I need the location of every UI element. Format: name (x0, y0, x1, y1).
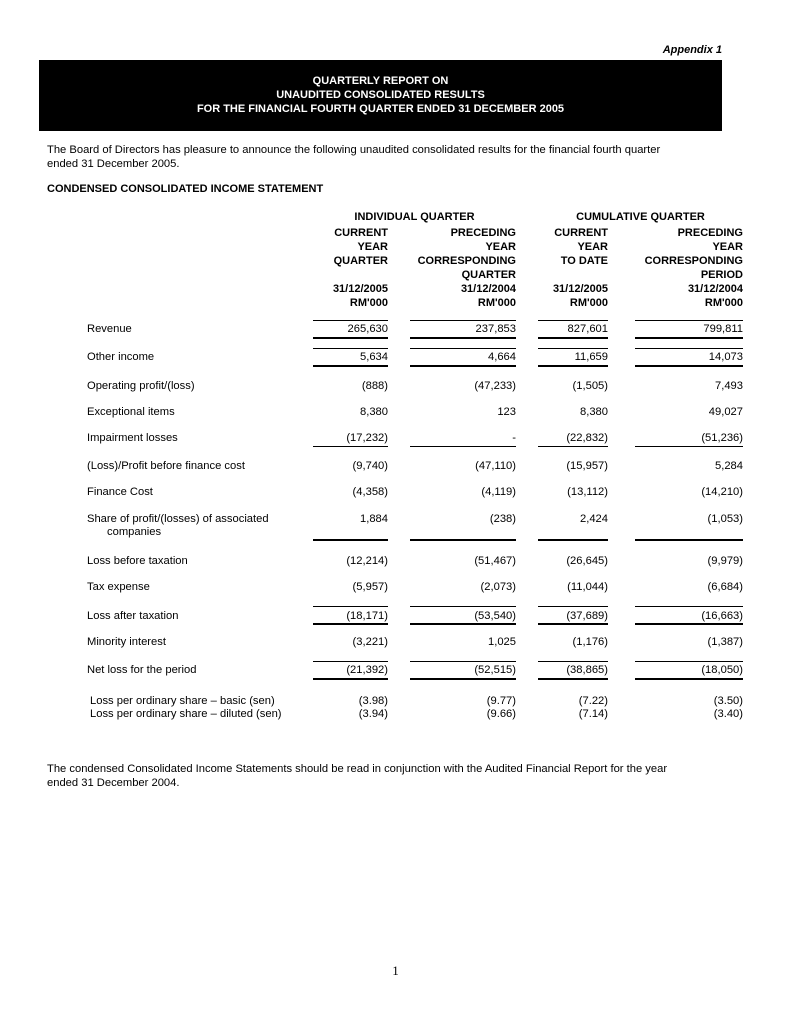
col-header-line: CURRENT (334, 227, 388, 239)
row-label-impairment-losses: Impairment losses (87, 432, 178, 444)
footer-line-2: ended 31 December 2004. (47, 777, 180, 789)
column-header-preceding-period (620, 226, 743, 310)
row-label-profit-before-finance-cost: (Loss)/Profit before finance cost (87, 460, 245, 472)
table-cell: (3,221) (352, 636, 388, 648)
table-cell: (6,684) (707, 581, 743, 593)
col-header-line (300, 268, 388, 282)
col-header-unit: RM'000 (349, 297, 388, 309)
row-label-finance-cost: Finance Cost (87, 486, 153, 498)
table-cell: (7.14) (578, 708, 608, 720)
col-header-line: CORRESPONDING (644, 255, 743, 267)
table-rule (538, 623, 608, 625)
table-rule (313, 623, 388, 625)
table-cell: (16,663) (701, 610, 743, 622)
col-header-line: YEAR (485, 241, 516, 253)
table-cell: (9,740) (352, 460, 388, 472)
row-label-tax-expense: Tax expense (87, 581, 150, 593)
row-label-revenue: Revenue (87, 323, 132, 335)
table-rule (410, 623, 516, 625)
table-rule (635, 337, 743, 339)
col-header-line: YEAR (577, 241, 608, 253)
table-cell: (15,957) (566, 460, 608, 472)
report-title-banner (39, 60, 722, 131)
col-header-line: PERIOD (700, 269, 743, 281)
table-cell: (11,044) (567, 581, 608, 593)
table-cell: (3.98) (358, 695, 388, 707)
row-label-exceptional-items: Exceptional items (87, 406, 175, 418)
table-cell: (3.94) (358, 708, 388, 720)
table-rule (538, 678, 608, 680)
table-cell: 11,659 (574, 351, 608, 363)
col-header-unit: RM'000 (704, 297, 743, 309)
table-rule (635, 539, 743, 541)
table-cell: 123 (497, 406, 516, 418)
table-cell: (18,171) (346, 610, 388, 622)
table-cell: (9.77) (486, 695, 516, 707)
table-cell: 237,853 (475, 323, 516, 335)
row-label-operating-profit: Operating profit/(loss) (87, 380, 195, 392)
table-cell: (9,979) (707, 555, 743, 567)
group-header-cumulative: CUMULATIVE QUARTER (576, 211, 705, 223)
table-cell: 7,493 (715, 380, 743, 392)
table-rule (313, 606, 388, 607)
table-cell: (1,176) (572, 636, 608, 648)
table-rule (635, 320, 743, 321)
banner-line-1: QUARTERLY REPORT ON (312, 75, 449, 87)
table-rule (313, 446, 388, 447)
table-cell: (7.22) (578, 695, 608, 707)
col-header-date: 31/12/2005 (332, 283, 388, 295)
table-rule (635, 678, 743, 680)
col-header-line: PRECEDING (450, 227, 516, 239)
table-cell: 49,027 (708, 406, 743, 418)
table-rule (635, 661, 743, 662)
table-cell: (4,358) (352, 486, 388, 498)
table-cell: (9.66) (486, 708, 516, 720)
table-rule (635, 623, 743, 625)
table-rule (410, 606, 516, 607)
table-rule (538, 539, 608, 541)
intro-line-1: The Board of Directors has pleasure to announce the following unaudited consolidated results for the financial fourth quarter (47, 144, 661, 156)
table-rule (313, 661, 388, 662)
row-label-minority-interest: Minority interest (87, 636, 166, 648)
table-cell: 827,601 (567, 323, 608, 335)
table-rule (635, 446, 743, 447)
banner-line-2: UNAUDITED CONSOLIDATED RESULTS (276, 89, 485, 101)
row-label-share-of-associates (87, 513, 269, 539)
table-cell: (51,467) (474, 555, 516, 567)
table-rule (635, 348, 743, 349)
table-cell: (17,232) (346, 432, 388, 444)
table-cell: (51,236) (701, 432, 743, 444)
table-rule (538, 606, 608, 607)
col-header-line: CORRESPONDING (417, 255, 516, 267)
table-rule (313, 365, 388, 367)
table-cell: (14,210) (701, 486, 743, 498)
column-header-preceding-quarter (396, 226, 516, 310)
row-label-line: companies (107, 526, 162, 538)
table-rule (538, 337, 608, 339)
table-rule (410, 539, 516, 541)
col-header-line: PRECEDING (677, 227, 743, 239)
table-cell: 5,634 (360, 351, 388, 363)
table-cell: (38,865) (566, 664, 608, 676)
table-rule (410, 678, 516, 680)
col-header-unit: RM'000 (569, 297, 608, 309)
table-cell: 2,424 (580, 513, 608, 525)
appendix-label: Appendix 1 (662, 44, 722, 56)
table-rule (313, 678, 388, 680)
table-cell: (12,214) (346, 555, 388, 567)
table-rule (538, 446, 608, 447)
section-title: CONDENSED CONSOLIDATED INCOME STATEMENT (47, 183, 324, 195)
table-rule (410, 337, 516, 339)
row-label-loss-before-taxation: Loss before taxation (87, 555, 188, 567)
table-rule (313, 348, 388, 349)
table-cell: (47,233) (474, 380, 516, 392)
row-label-other-income: Other income (87, 351, 155, 363)
col-header-line (520, 268, 608, 282)
table-cell: (53,540) (474, 610, 516, 622)
row-label-loss-after-taxation: Loss after taxation (87, 610, 179, 622)
banner-line-3: FOR THE FINANCIAL FOURTH QUARTER ENDED 31 DECEMBER 2005 (196, 103, 565, 115)
col-header-line: QUARTER (333, 255, 388, 267)
column-header-current-todate (520, 226, 608, 310)
table-rule (410, 348, 516, 349)
col-header-date: 31/12/2004 (460, 283, 516, 295)
intro-paragraph (47, 143, 727, 171)
col-header-date: 31/12/2005 (552, 283, 608, 295)
table-rule (538, 348, 608, 349)
table-cell: (1,505) (572, 380, 608, 392)
page-number: 1 (392, 963, 399, 978)
row-label-net-loss: Net loss for the period (87, 664, 197, 676)
col-header-line: YEAR (357, 241, 388, 253)
col-header-date: 31/12/2004 (687, 283, 743, 295)
col-header-line: TO DATE (560, 255, 608, 267)
table-cell: 8,380 (360, 406, 388, 418)
row-label-eps-diluted: Loss per ordinary share – diluted (sen) (90, 708, 282, 720)
table-cell: 1,884 (360, 513, 388, 525)
row-label-line: Share of profit/(losses) of associated (87, 513, 269, 525)
table-cell: (26,645) (566, 555, 608, 567)
table-cell: (52,515) (474, 664, 516, 676)
table-cell: (3.50) (713, 695, 743, 707)
table-cell: (22,832) (566, 432, 608, 444)
table-rule (635, 365, 743, 367)
footer-note (47, 762, 737, 790)
row-label-eps-basic: Loss per ordinary share – basic (sen) (90, 695, 275, 707)
column-header-current-quarter (300, 226, 388, 310)
table-rule (313, 539, 388, 541)
table-cell: (1,053) (707, 513, 743, 525)
table-cell: (5,957) (352, 581, 388, 593)
table-cell: (13,112) (567, 486, 608, 498)
intro-line-2: ended 31 December 2005. (47, 158, 180, 170)
table-cell: - (512, 432, 516, 444)
col-header-unit: RM'000 (477, 297, 516, 309)
col-header-line: CURRENT (554, 227, 608, 239)
group-header-individual: INDIVIDUAL QUARTER (354, 211, 475, 223)
table-rule (538, 661, 608, 662)
table-cell: 5,284 (715, 460, 743, 472)
col-header-line: YEAR (712, 241, 743, 253)
table-cell: 1,025 (488, 636, 516, 648)
table-cell: (4,119) (481, 486, 516, 498)
table-cell: 4,664 (488, 351, 516, 363)
table-cell: (888) (361, 380, 388, 392)
table-rule (635, 606, 743, 607)
table-cell: (238) (489, 513, 516, 525)
table-rule (538, 365, 608, 367)
table-rule (410, 320, 516, 321)
table-rule (313, 337, 388, 339)
table-cell: (47,110) (475, 460, 516, 472)
table-cell: (37,689) (566, 610, 608, 622)
table-cell: (2,073) (480, 581, 516, 593)
table-cell: 14,073 (708, 351, 743, 363)
table-cell: 265,630 (347, 323, 388, 335)
table-cell: (18,050) (701, 664, 743, 676)
table-cell: (3.40) (713, 708, 743, 720)
table-cell: (1,387) (707, 636, 743, 648)
col-header-line: QUARTER (461, 269, 516, 281)
table-rule (410, 446, 516, 447)
table-cell: (21,392) (346, 664, 388, 676)
table-rule (313, 320, 388, 321)
table-rule (410, 365, 516, 367)
table-rule (410, 661, 516, 662)
footer-line-1: The condensed Consolidated Income Statements should be read in conjunction with the Audited Financial Report for the year (47, 763, 668, 775)
table-rule (538, 320, 608, 321)
table-cell: 8,380 (580, 406, 608, 418)
table-cell: 799,811 (703, 323, 743, 335)
